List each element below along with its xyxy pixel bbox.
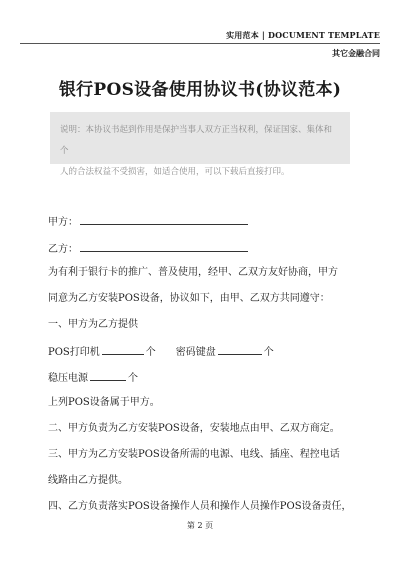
pos-printer-label: POS打印机	[48, 347, 100, 358]
page-number: 第 2 页	[186, 521, 214, 530]
item-2: 二、甲方负责为乙方安装POS设备，安装地点由甲、乙双方商定。	[48, 423, 340, 434]
regulator-qty-blank	[90, 370, 126, 381]
party-b-label: 乙方：	[48, 244, 78, 255]
regulator-unit: 个	[128, 373, 138, 384]
document-title: 银行POS设备使用协议书(协议范本)	[58, 80, 342, 100]
item-1-heading: 一、甲方为乙方提供	[48, 319, 138, 330]
intro-line-2: 同意为乙方安装POS设备，协议如下，由甲、乙双方共同遵守：	[48, 293, 330, 304]
header-divider	[20, 43, 380, 44]
header-category: 其它金融合同	[332, 48, 380, 58]
regulator-label: 稳压电源	[48, 373, 88, 384]
pin-pad-label: 密码键盘	[175, 347, 216, 358]
party-a-label: 甲方：	[48, 217, 78, 228]
item-4-line-1: 四、乙方负责落实POS设备操作人员和操作人员操作POS设备责任，	[48, 501, 352, 512]
equipment-row-2	[48, 370, 138, 386]
ownership-clause: 上列POS设备属于甲方。	[48, 397, 160, 408]
note-line-1: 说明：本协议书起到作用是保护当事人双方正当权利，保证国家、集体和个	[60, 125, 333, 156]
pin-pad-qty-blank	[218, 344, 262, 355]
note-box	[50, 112, 350, 177]
party-b-blank	[80, 240, 248, 252]
item-3-line-2: 线路由乙方提供。	[48, 475, 128, 486]
party-b-row	[48, 240, 248, 257]
intro-line-1: 为有利于银行卡的推广、普及使用，经甲、乙双方友好协商，甲方	[48, 267, 338, 278]
equipment-row-1	[48, 344, 274, 360]
party-a-row	[48, 213, 248, 230]
pos-printer-unit: 个	[145, 347, 156, 358]
item-3-line-1: 三、甲方为乙方安装POS设备所需的电源、电线、插座、程控电话	[48, 449, 340, 460]
note-line-2: 人的合法权益不受损害，如适合使用，可以下载后直接打印。	[60, 167, 290, 177]
header-doc-type: 实用范本 | DOCUMENT TEMPLATE	[226, 30, 380, 40]
pos-printer-qty-blank	[102, 344, 144, 355]
pin-pad-unit: 个	[263, 347, 274, 358]
party-a-blank	[80, 213, 248, 225]
